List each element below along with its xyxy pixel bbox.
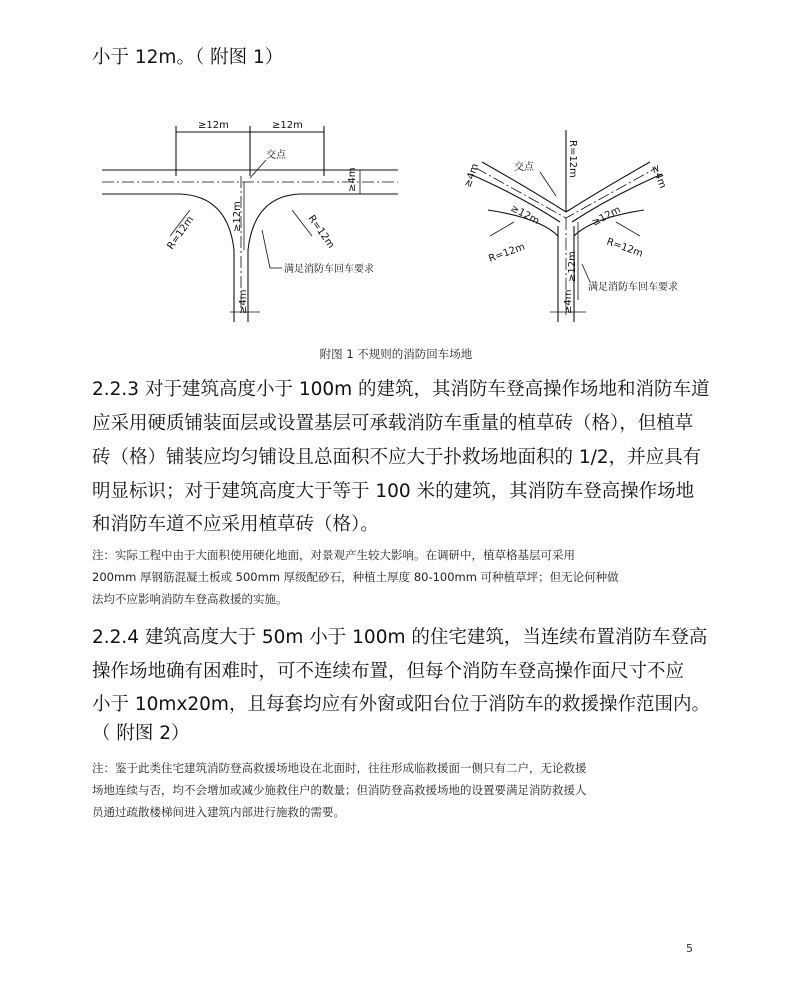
note-line: 注：实际工程中由于大面积使用硬化地面，对景观产生较大影响。在调研中，植草格基层可采用 bbox=[92, 548, 575, 562]
dim-label: ≥12m bbox=[272, 120, 303, 131]
dim-label: ≥12m bbox=[508, 202, 542, 228]
body-text-line: 2.2.3 对于建筑高度小于 100m 的建筑，其消防车登高操作场地和消防车道 bbox=[92, 379, 710, 400]
figure-caption: 附图 1 不规则的消防回车场地 bbox=[319, 347, 473, 361]
body-text-line: 小于 10mx20m，且每套均应有外窗或阳台位于消防车的救援操作范围内。 bbox=[92, 694, 710, 715]
jiaodian-label: 交点 bbox=[514, 162, 534, 173]
body-text-line: 砖（格）铺装应均匀铺设且总面积不应大于扑救场地面积的 1/2，并应具有 bbox=[92, 447, 702, 468]
dim-label: ≥4m bbox=[462, 162, 482, 190]
note-line: 员通过疏散楼梯间进入建筑内部进行施救的需要。 bbox=[92, 805, 345, 819]
body-text-line: （ 附图 2） bbox=[92, 723, 190, 744]
page-number: 5 bbox=[686, 942, 693, 955]
radius-label: R=12m bbox=[165, 214, 197, 252]
radius-label: R=12m bbox=[487, 241, 527, 265]
requirement-label: 满足消防车回车要求 bbox=[284, 264, 374, 275]
body-text-line: 明显标识；对于建筑高度大于等于 100 米的建筑，其消防车登高操作场地 bbox=[92, 481, 695, 502]
body-text-line: 应采用硬质铺装面层或设置基层可承载消防车重量的植草砖（格），但植草 bbox=[92, 413, 694, 434]
jiaodian-label: 交点 bbox=[266, 150, 286, 161]
dim-label: ≥12m bbox=[590, 204, 623, 229]
dim-label: ≥4m bbox=[649, 163, 668, 191]
note-line: 200mm 厚钢筋混凝土板或 500mm 厚级配砂石，种植土厚度 80-100mm 可种植草坪；但无论何种做 bbox=[92, 570, 619, 584]
body-text-line: 和消防车道不应采用植草砖（格）。 bbox=[92, 514, 379, 535]
body-text-line: 小于 12m。（ 附图 1） bbox=[92, 47, 284, 68]
body-text-line: 2.2.4 建筑高度大于 50m 小于 100m 的住宅建筑，当连续布置消防车登高 bbox=[92, 627, 708, 648]
radius-label: R=12m bbox=[305, 213, 337, 251]
dim-label: ≥12m bbox=[567, 251, 578, 282]
figure-1 bbox=[0, 0, 792, 340]
left-diagram bbox=[102, 126, 398, 322]
dim-label: ≥4m bbox=[238, 289, 249, 314]
dim-label: ≥4m bbox=[347, 167, 358, 192]
dim-label: ≥4m bbox=[563, 289, 574, 314]
requirement-label: 满足消防车回车要求 bbox=[588, 282, 678, 293]
dim-label: ≥12m bbox=[198, 120, 229, 131]
note-line: 场地连续与否，均不会增加或减少施救住户的数量；但消防登高救援场地的设置要满足消防救援人 bbox=[92, 783, 587, 797]
body-text-line: 操作场地确有困难时，可不连续布置，但每个消防车登高操作面尺寸不应 bbox=[92, 661, 685, 682]
radius-label: R=12m bbox=[567, 140, 578, 178]
radius-label: R=12m bbox=[604, 236, 645, 260]
note-line: 法均不应影响消防车登高救援的实施。 bbox=[92, 592, 288, 606]
dim-label: ≥12m bbox=[232, 201, 243, 232]
note-line: 注：鉴于此类住宅建筑消防登高救援场地设在北面时，往往形成临救援面一侧只有二户，无论救援 bbox=[92, 761, 587, 775]
